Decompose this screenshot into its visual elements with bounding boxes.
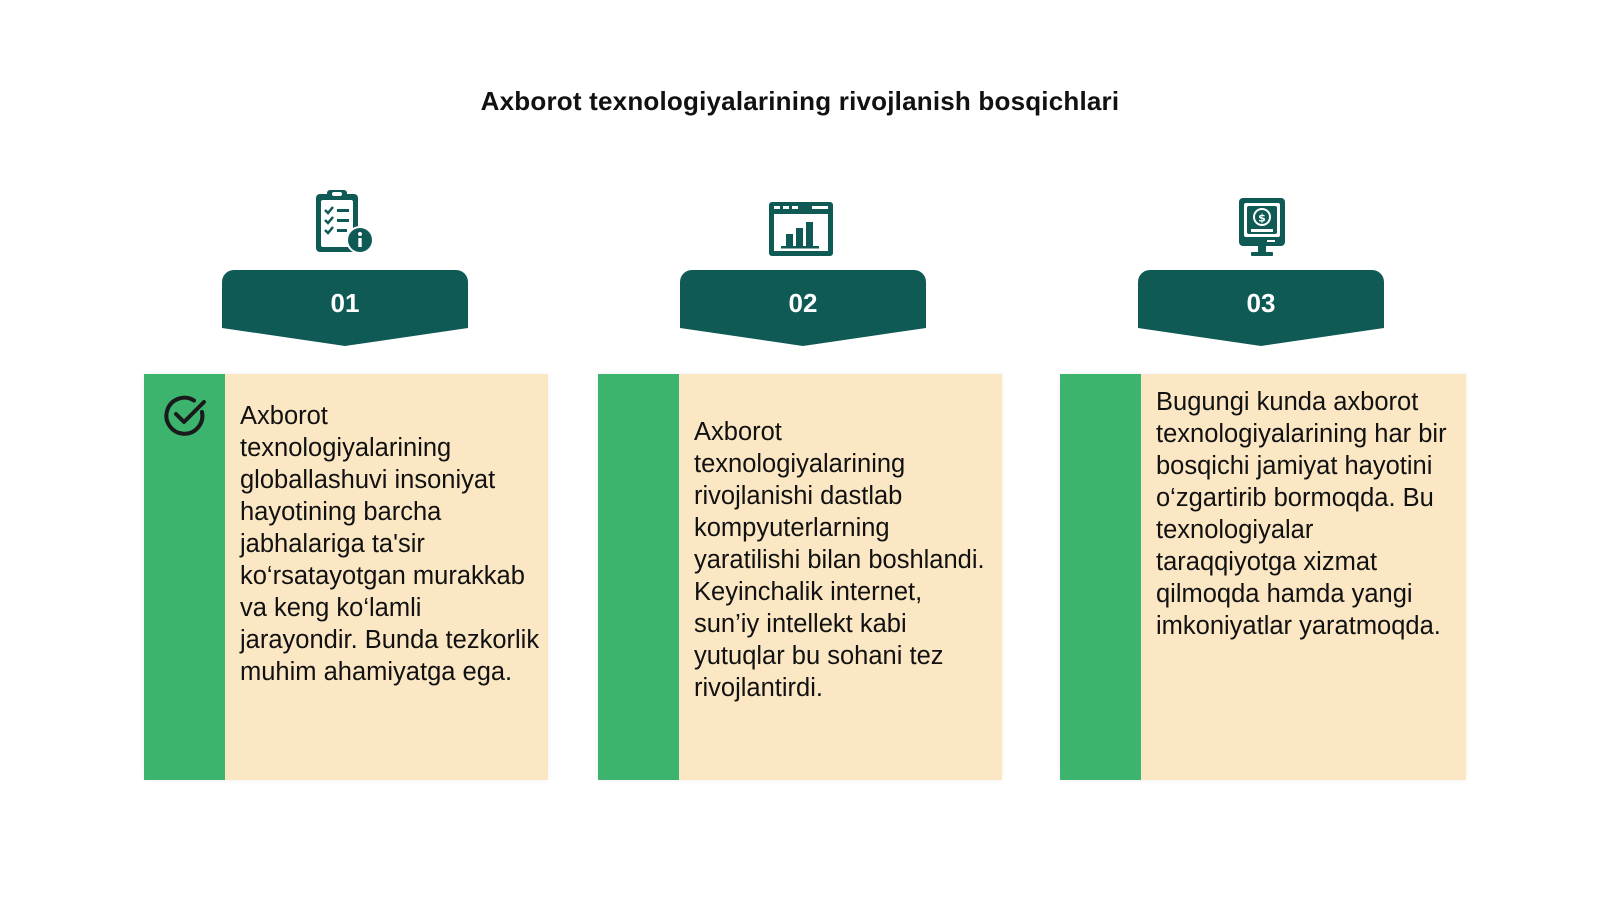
step-description: Bugungi kunda axborot texnologiyalarining har bir bosqichi jamiyat hayotini o‘zgartirib bormoqda. Bu texnologiyalar taraqqiyotga xizmat qilmoqda hamda yangi imkoniyatlar yaratmoqda. (1156, 388, 1447, 640)
page-title: Axborot texnologiyalarining rivojlanish bosqichlari (480, 86, 1120, 116)
step-number: 01 (330, 288, 360, 318)
step-banner-03 (1138, 270, 1384, 348)
step-description: Axborot texnologiyalarining rivojlanishi dastlab kompyuterlarning yaratilishi bilan boshlandi. Keyinchalik internet, sun’iy intellekt kabi yutuqlar bu sohani tez rivojlantirdi. (694, 418, 985, 702)
monitor-dollar-icon (1227, 192, 1297, 262)
step-card-03 (1060, 374, 1466, 780)
dashboard-chart-icon (766, 194, 836, 264)
step-banner-01 (222, 270, 468, 348)
step-description: Axborot texnologiyalarining globallashuvi insoniyat hayotining barcha jabhalariga ta'sir ko‘rsatayotgan murakkab va keng ko‘lamli jarayondir. Bunda tezkorlik muhim ahamiyatga ega. (240, 402, 540, 686)
step-number: 03 (1246, 288, 1276, 318)
step-banner-02 (680, 270, 926, 348)
svg-text:$: $ (1258, 211, 1266, 225)
accent-bar (598, 374, 679, 780)
accent-bar (1060, 374, 1141, 780)
step-card-02 (598, 374, 1002, 780)
check-circle-icon (162, 392, 210, 440)
step-number: 02 (788, 288, 818, 318)
accent-bar (144, 374, 225, 780)
clipboard-info-icon (310, 188, 380, 258)
step-card-01 (144, 374, 548, 780)
